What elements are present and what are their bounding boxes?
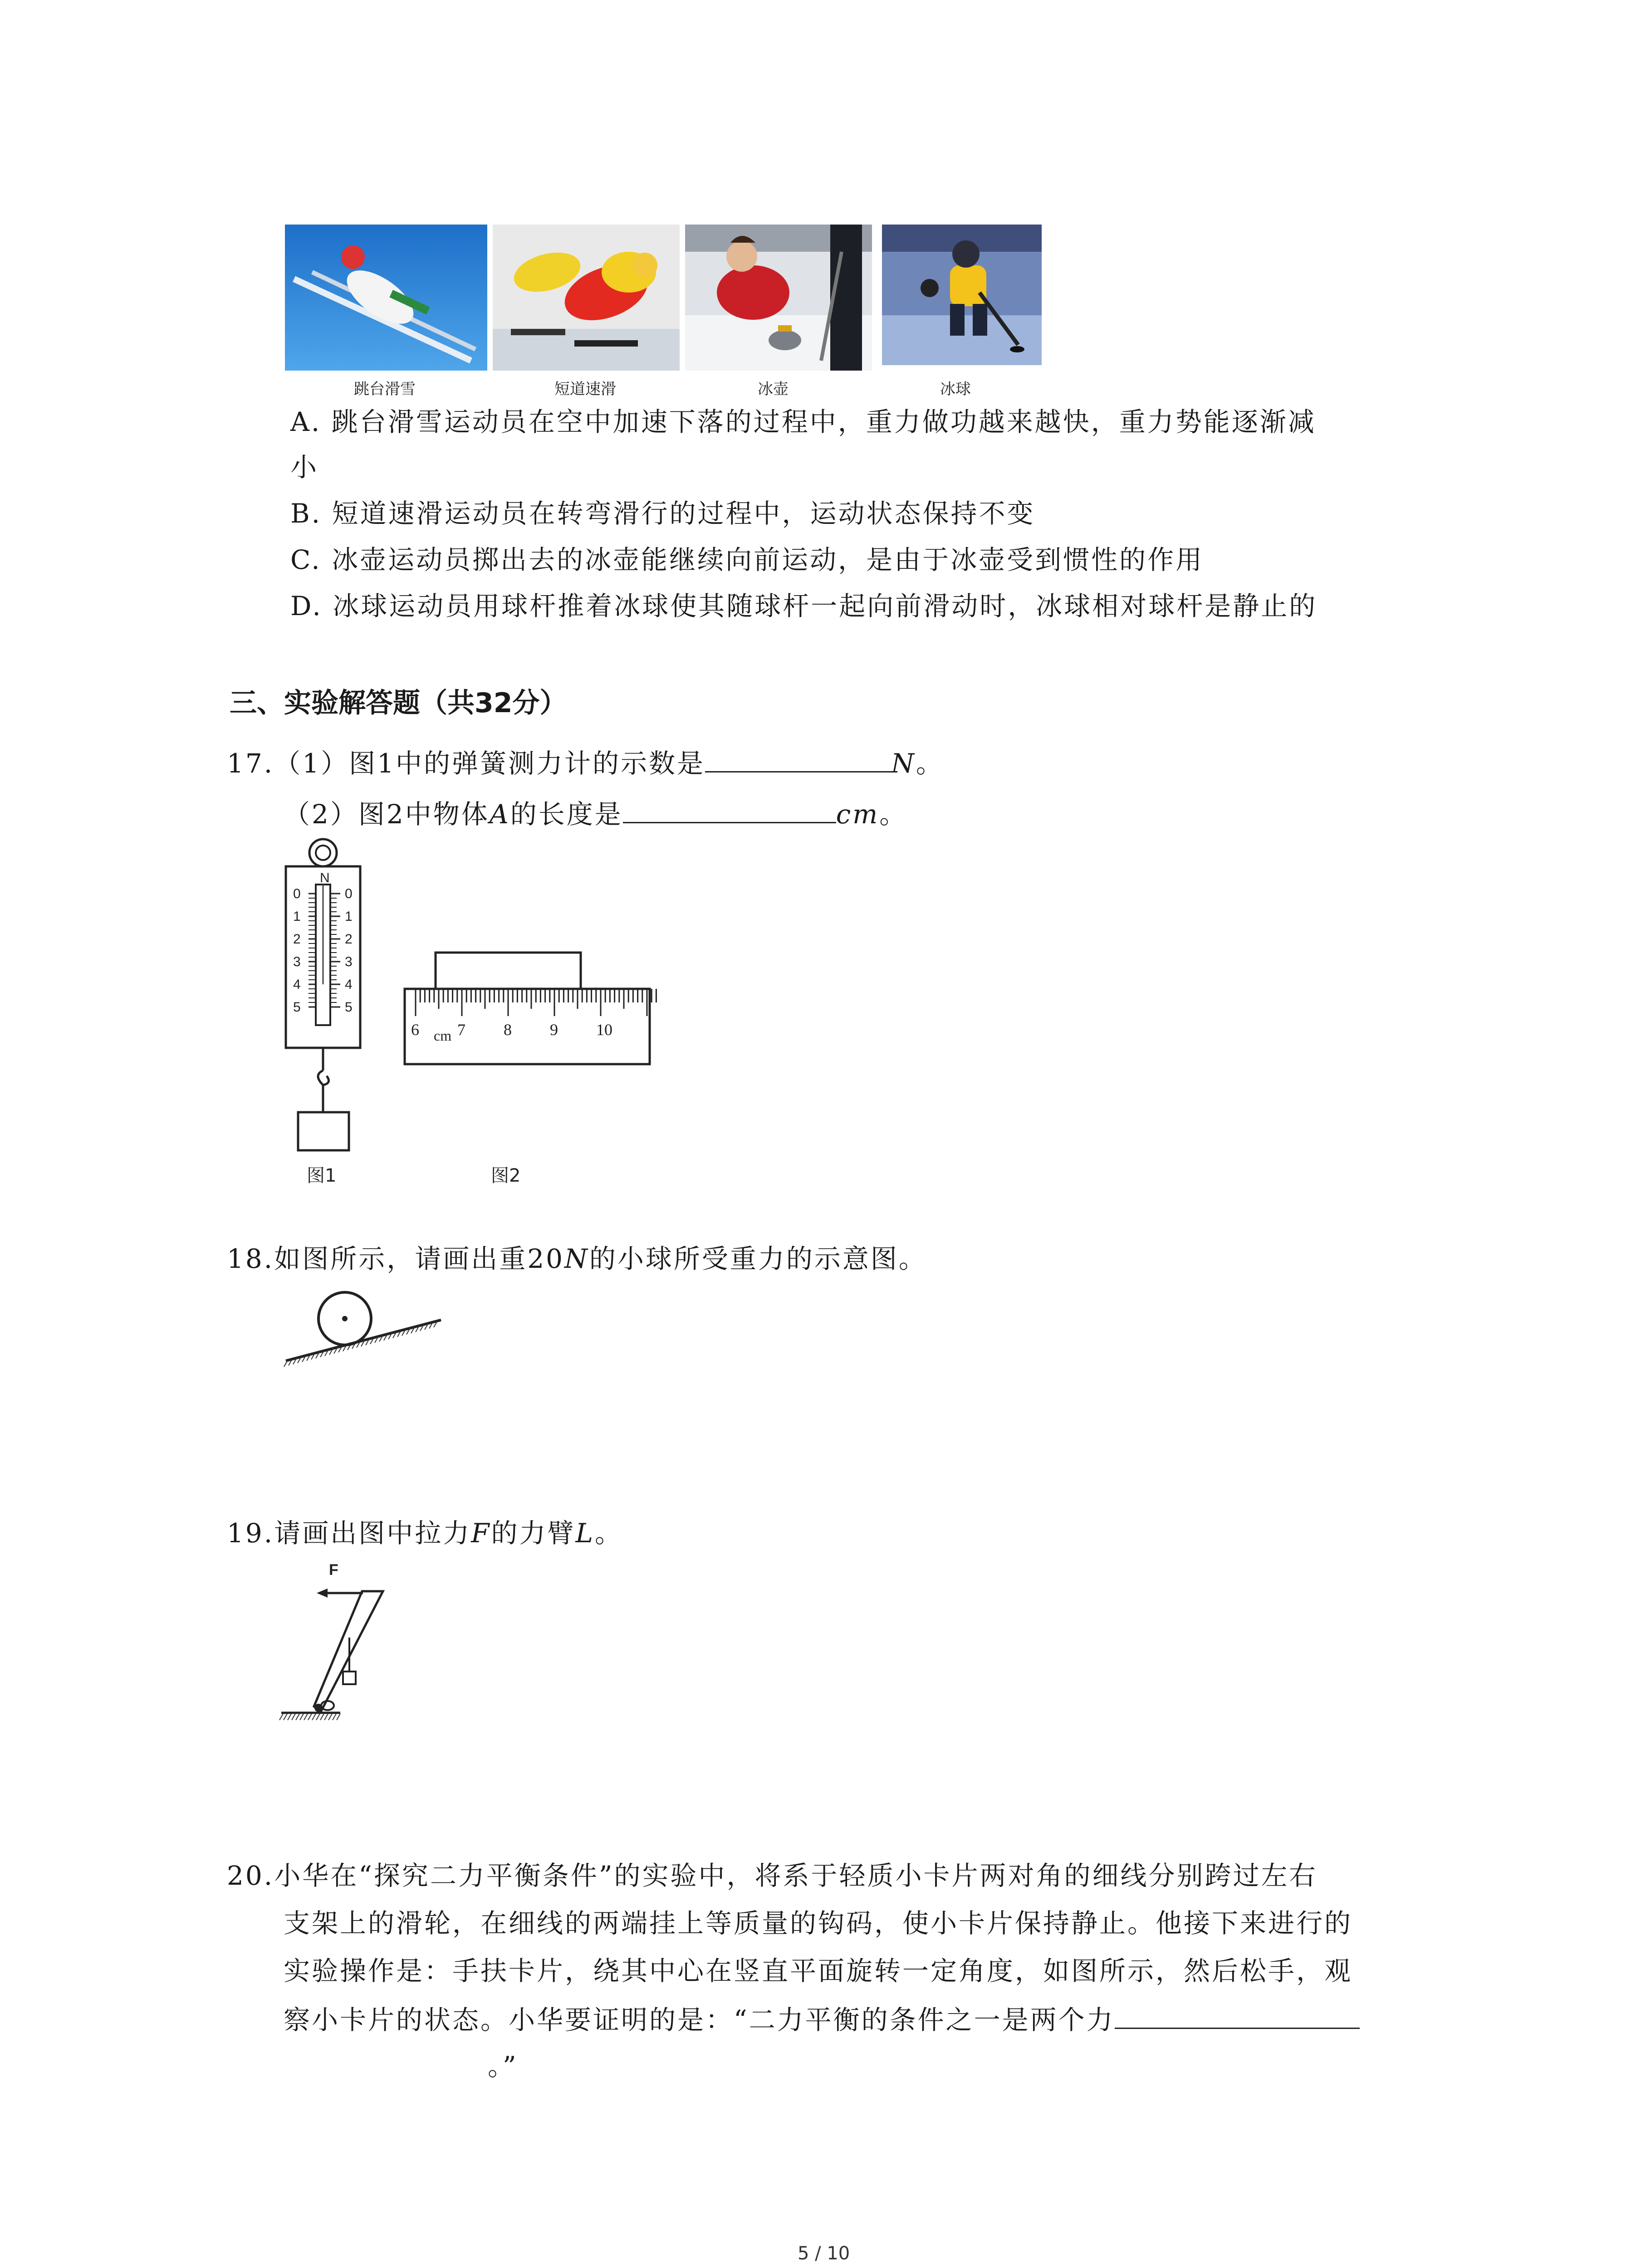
ball-on-incline-figure xyxy=(281,1284,445,1383)
option-b: B. 短道速滑运动员在转弯滑行的过程中，运动状态保持不变 xyxy=(290,498,1035,529)
q17-part1-text: （1）图1中的弹簧测力计的示数是 xyxy=(274,748,705,779)
spring-tick-left: 4 xyxy=(293,977,301,992)
photo-caption-3: 冰壶 xyxy=(758,380,789,398)
q17-line1: 17.（1）图1中的弹簧测力计的示数是 N。 xyxy=(227,744,944,782)
ruler-label: 9 xyxy=(550,1021,558,1039)
lever-figure xyxy=(277,1560,395,1724)
photo-ski-jumping xyxy=(285,225,487,371)
q17-line2: （2）图2中物体A的长度是 cm。 xyxy=(284,795,907,832)
q20-line2: 支架上的滑轮，在细线的两端挂上等质量的钩码，使小卡片保持静止。他接下来进行的 xyxy=(284,1908,1353,1939)
q18-number: 18. xyxy=(227,1243,274,1274)
q20-line5: 。” xyxy=(488,2051,518,2082)
option-a-line1: A. 跳台滑雪运动员在空中加速下落的过程中，重力做功越来越快，重力势能逐渐减 xyxy=(290,406,1316,437)
q17-part2-unit: cm xyxy=(836,799,880,830)
option-a-line2: 小 xyxy=(290,452,319,483)
q19-question: 19.请画出图中拉力F的力臂L。 xyxy=(227,1518,623,1549)
q20-number: 20. xyxy=(227,1860,274,1891)
photo-curling xyxy=(685,225,872,371)
spring-tick-left: 1 xyxy=(293,909,301,924)
q20-line3: 实验操作是：手扶卡片，绕其中心在竖直平面旋转一定角度，如图所示，然后松手，观 xyxy=(284,1955,1353,1986)
spring-scale-figure xyxy=(272,835,386,1161)
photo-speed-skating xyxy=(493,225,680,371)
spring-tick-left: 5 xyxy=(293,1000,301,1015)
spring-tick-left: 2 xyxy=(293,932,301,947)
spring-tick-left: 0 xyxy=(293,886,301,901)
photo-caption-4: 冰球 xyxy=(940,380,971,398)
q17-part1-unit: N xyxy=(891,748,916,779)
q17-answer-blank-1[interactable] xyxy=(705,744,891,772)
spring-tick-right: 2 xyxy=(345,932,353,947)
fig2-label: 图2 xyxy=(491,1165,521,1186)
ruler-label: 8 xyxy=(504,1021,512,1039)
ruler-label: 7 xyxy=(457,1021,465,1039)
q17-part2-text: （2）图2中物体 xyxy=(284,799,490,830)
spring-unit-label: N xyxy=(320,870,330,885)
q17-number: 17. xyxy=(227,748,274,779)
spring-tick-right: 4 xyxy=(345,977,353,992)
spring-tick-right: 3 xyxy=(345,954,353,969)
photo-caption-1: 跳台滑雪 xyxy=(354,380,416,398)
ball-center xyxy=(342,1316,348,1321)
page-number: 5 / 10 xyxy=(798,2243,850,2264)
q18-question: 18.如图所示，请画出重20N的小球所受重力的示意图。 xyxy=(227,1243,927,1274)
section-heading: 三、实验解答题（共32分） xyxy=(230,687,567,719)
option-c: C. 冰壶运动员掷出去的冰壶能继续向前运动，是由于冰壶受到惯性的作用 xyxy=(290,544,1204,575)
option-d: D. 冰球运动员用球杆推着冰球使其随球杆一起向前滑动时，冰球相对球杆是静止的 xyxy=(290,591,1318,621)
ruler-label: 10 xyxy=(596,1021,612,1039)
q20-line4: 察小卡片的状态。小华要证明的是：“二力平衡的条件之一是两个力 xyxy=(284,2000,1360,2038)
ruler-figure xyxy=(399,948,658,1075)
force-label: F xyxy=(329,1561,338,1579)
spring-tick-left: 3 xyxy=(293,954,301,969)
q20-line1: 20.小华在“探究二力平衡条件”的实验中，将系于轻质小卡片两对角的细线分别跨过左右 xyxy=(227,1860,1318,1891)
photo-caption-2: 短道速滑 xyxy=(554,380,616,398)
spring-tick-right: 1 xyxy=(345,909,353,924)
object-a xyxy=(436,953,581,989)
photo-ice-hockey xyxy=(882,225,1042,365)
ruler-unit: cm xyxy=(434,1027,452,1044)
spring-tick-right: 0 xyxy=(345,886,353,901)
fig1-label: 图1 xyxy=(307,1165,337,1186)
ruler-label: 6 xyxy=(411,1021,419,1039)
q20-answer-blank[interactable] xyxy=(1115,2000,1360,2029)
q19-number: 19. xyxy=(227,1518,274,1549)
spring-tick-right: 5 xyxy=(345,1000,353,1015)
q17-answer-blank-2[interactable] xyxy=(623,795,836,823)
